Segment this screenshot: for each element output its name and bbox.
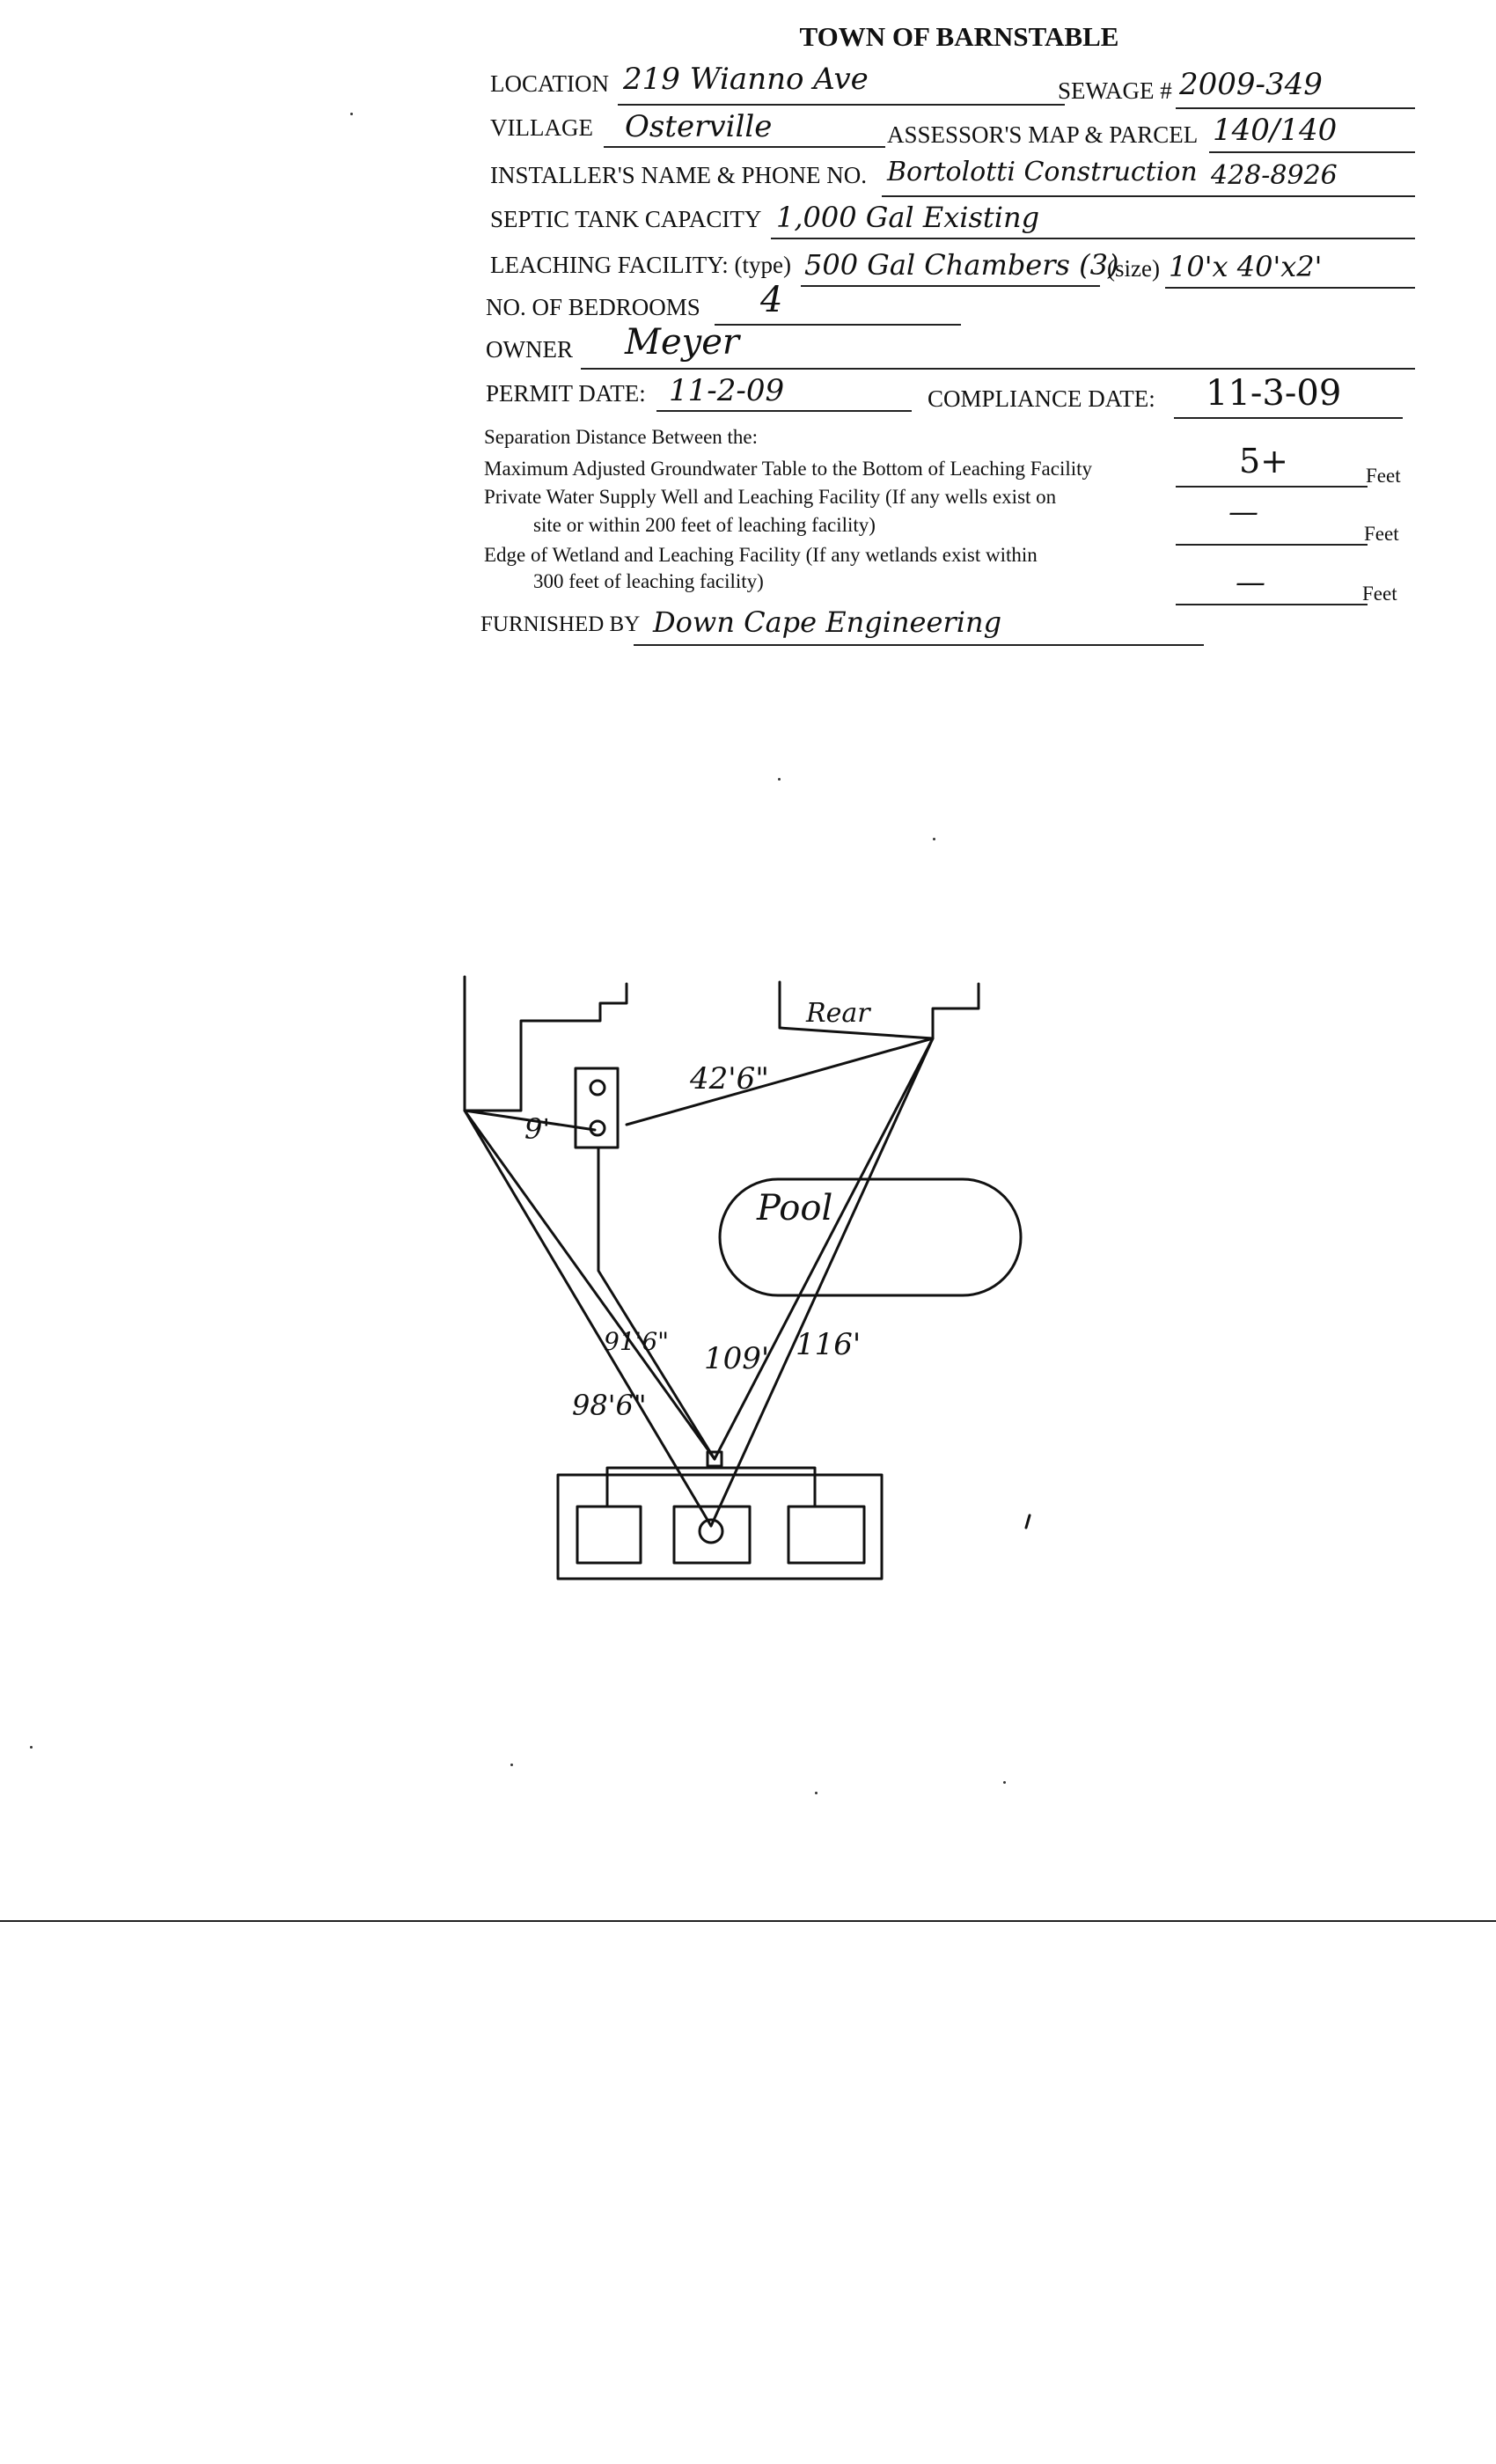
leaching-label: LEACHING FACILITY: (type) [490,252,791,278]
location-value: 219 Wianno Ave [623,62,869,97]
furnished-label: FURNISHED BY [480,612,641,636]
water-well-text-2: site or within 200 feet of leaching facility) [533,514,876,536]
tank-value: 1,000 Gal Existing [776,201,1040,234]
leaching-chamber-1 [577,1507,641,1563]
leaching-chamber-2 [674,1507,750,1563]
installer-phone: 428-8926 [1211,160,1338,191]
water-well-feet: Feet [1364,523,1399,545]
dimension-line-116 [711,1038,933,1526]
compliance-value: 11-3-09 [1206,373,1342,414]
tank-inlet-icon [590,1081,605,1095]
bedrooms-value: 4 [760,280,783,320]
label-dim-9: 9' [524,1112,551,1146]
tank-label: SEPTIC TANK CAPACITY [490,206,762,232]
permit-value: 11-2-09 [669,373,785,408]
sewage-value: 2009-349 [1179,67,1323,102]
house-outline [465,977,627,1111]
permit-label: PERMIT DATE: [486,380,646,407]
wetland-text-1: Edge of Wetland and Leaching Facility (If any wetlands exist within [484,544,1038,566]
dimension-line-98-6 [465,1111,711,1526]
label-pool: Pool [757,1188,833,1228]
location-label: LOCATION [490,70,609,97]
label-dim-109: 109' [704,1341,770,1376]
water-well-value: — [1228,495,1258,530]
dimension-line-42-6 [627,1038,933,1125]
village-label: VILLAGE [490,114,593,141]
village-value: Osterville [625,109,773,144]
tank-outlet-icon [590,1121,605,1135]
owner-value: Meyer [625,322,740,363]
label-dim-42-6: 42'6" [690,1061,769,1096]
groundwater-feet: Feet [1366,465,1401,487]
label-dim-116: 116' [796,1327,862,1362]
wetland-text-2: 300 feet of leaching facility) [533,570,764,592]
installer-value: Bortolotti Construction [887,157,1198,187]
furnished-value: Down Cape Engineering [653,605,1002,639]
size-label: (size) [1107,255,1160,282]
dimension-line-109 [715,1038,933,1459]
groundwater-text: Maximum Adjusted Groundwater Table to the Bottom of Leaching Facility [484,458,1093,480]
label-dim-91-6: 91'6" [604,1327,670,1356]
wetland-value: — [1236,565,1265,600]
label-rear: Rear [806,998,870,1029]
size-value: 10'x 40'x2' [1169,250,1323,283]
water-well-text-1: Private Water Supply Well and Leaching Facility (If any wells exist on [484,486,1057,508]
installer-label: INSTALLER'S NAME & PHONE NO. [490,162,867,188]
leaching-chamber-3 [788,1507,864,1563]
stray-mark [1026,1515,1030,1528]
owner-label: OWNER [486,336,573,363]
sewage-label: SEWAGE # [1058,77,1172,104]
document-title: TOWN OF BARNSTABLE [799,21,1119,52]
bedrooms-label: NO. OF BEDROOMS [486,294,700,320]
leaching-type-value: 500 Gal Chambers (3) [804,248,1119,282]
groundwater-value: 5+ [1239,442,1289,480]
label-dim-98-6: 98'6" [572,1389,647,1422]
separation-heading: Separation Distance Between the: [484,426,759,448]
assessor-label: ASSESSOR'S MAP & PARCEL [887,121,1199,148]
assessor-value: 140/140 [1213,113,1338,148]
page-bottom-rule [0,1920,1496,1922]
wetland-feet: Feet [1362,583,1397,605]
compliance-label: COMPLIANCE DATE: [928,385,1155,412]
